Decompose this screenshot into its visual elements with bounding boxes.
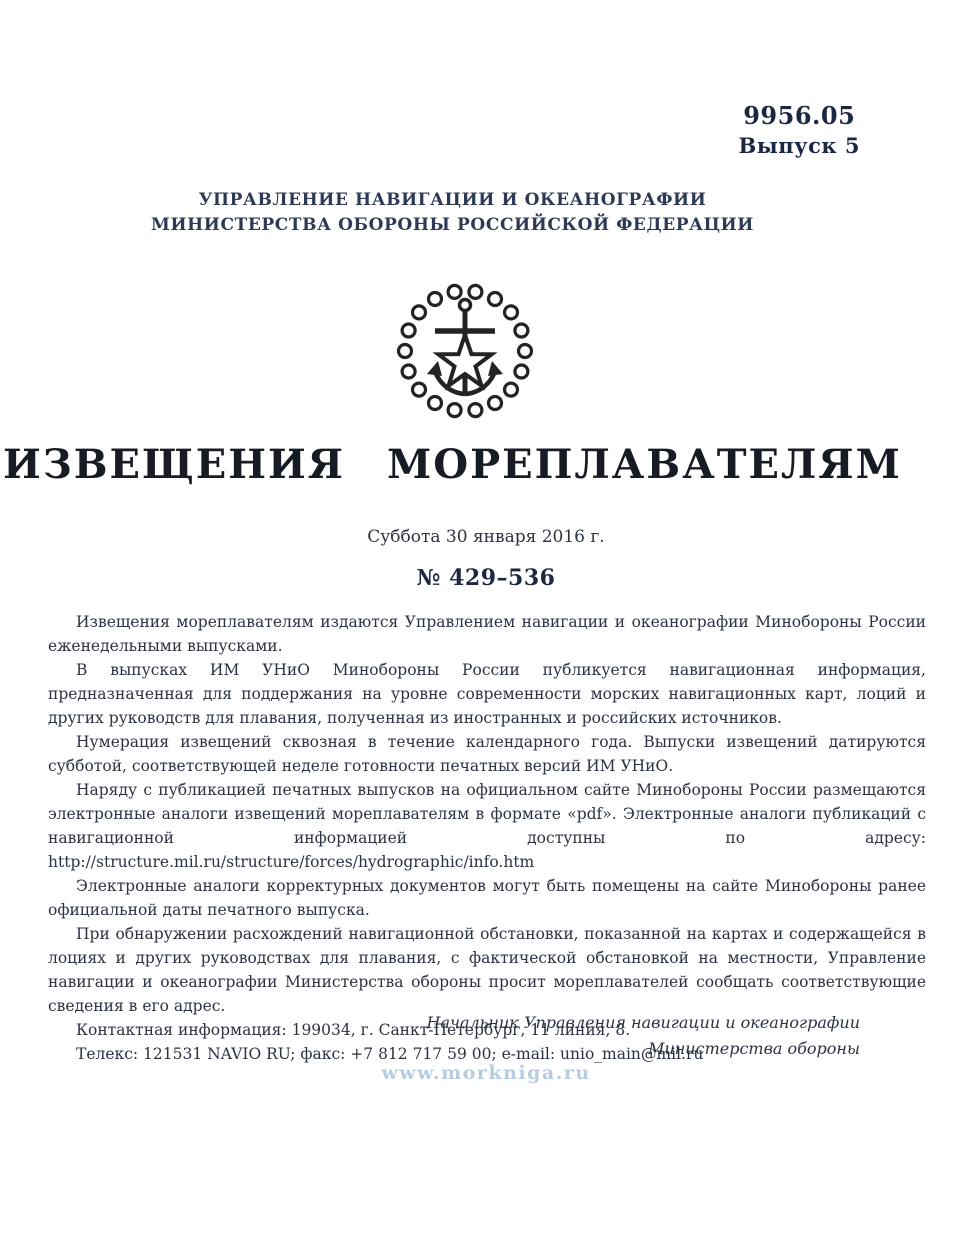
hydrographic-info-url: http://structure.mil.ru/structure/forces/hydrographic/info.htm: [48, 853, 535, 871]
paragraph-4: Наряду с публикацией печатных выпусков на официальном сайте Минобороны России размещаются электронные аналоги извещений мореплавателям в формате «pdf». Электронные аналоги публикаций с навигационной информацией доступны по адресу:: [48, 781, 926, 847]
organization-name-line2: МИНИСТЕРСТВА ОБОРОНЫ РОССИЙСКОЙ ФЕДЕРАЦИИ: [151, 215, 754, 235]
watermark-text: www.morkniga.ru: [381, 1062, 591, 1084]
paragraph-2: В выпусках ИМ УНиО Минобороны России публикуется навигационная информация, предназначенная для поддержания на уровне современности морских навигационных карт, лоций и других руководств для плавания, полученная из иностранных и российских источников.: [48, 661, 926, 727]
doc-code-block: [739, 100, 861, 161]
navy-anchor-star-chain-emblem-icon: [395, 281, 535, 421]
signature-block: [427, 1010, 860, 1062]
paragraph-3: Нумерация извещений сквозная в течение календарного года. Выпуски извещений датируются субботой, соответствующей неделе готовности печатных версий ИМ УНиО.: [48, 733, 926, 775]
contact-address: Контактная информация: 199034, г. Санкт-Петербург, 11 линия, 8.: [76, 1021, 631, 1039]
signature-title-line2: Министерства обороны: [648, 1039, 860, 1058]
issue-date: Суббота 30 января 2016 г.: [367, 527, 605, 547]
organization-name: [0, 188, 905, 238]
anchor-ring: [460, 300, 471, 311]
signature-title-line1: Начальник Управления навигации и океанографии: [426, 1013, 860, 1032]
contact-telex-fax-email: Телекс: 121531 NAVIO RU; факс: +7 812 717 59 00; e-mail: unio_main@mil.ru: [76, 1045, 704, 1063]
paragraph-6: При обнаружении расхождений навигационной обстановки, показанной на картах и содержащейся в лоциях и других руководствах для плавания, с фактической обстановкой на местности, Управление навигации и океанографии Министерства обороны просит мореплавателей сообщать соответствующие сведения в его адрес.: [48, 925, 926, 1015]
emblem-svg: [395, 281, 535, 421]
paragraph-5: Электронные аналоги корректурных документов могут быть помещены на сайте Минобороны ранее официальной даты печатного выпуска.: [48, 877, 926, 919]
notice-numbers: № 429–536: [416, 565, 556, 591]
doc-code: 9956.05: [743, 101, 856, 130]
anchor-right-fluke: [488, 361, 503, 376]
doc-issue: Выпуск 5: [738, 133, 860, 159]
paragraph-1: Извещения мореплавателям издаются Управлением навигации и океанографии Минобороны России еженедельными выпусками.: [48, 613, 926, 655]
anchor-left-fluke: [427, 361, 442, 376]
organization-name-line1: УПРАВЛЕНИЕ НАВИГАЦИИ И ОКЕАНОГРАФИИ: [198, 190, 707, 210]
body-text: [48, 610, 926, 1066]
page-title: ИЗВЕЩЕНИЯ МОРЕПЛАВАТЕЛЯМ: [3, 441, 902, 488]
